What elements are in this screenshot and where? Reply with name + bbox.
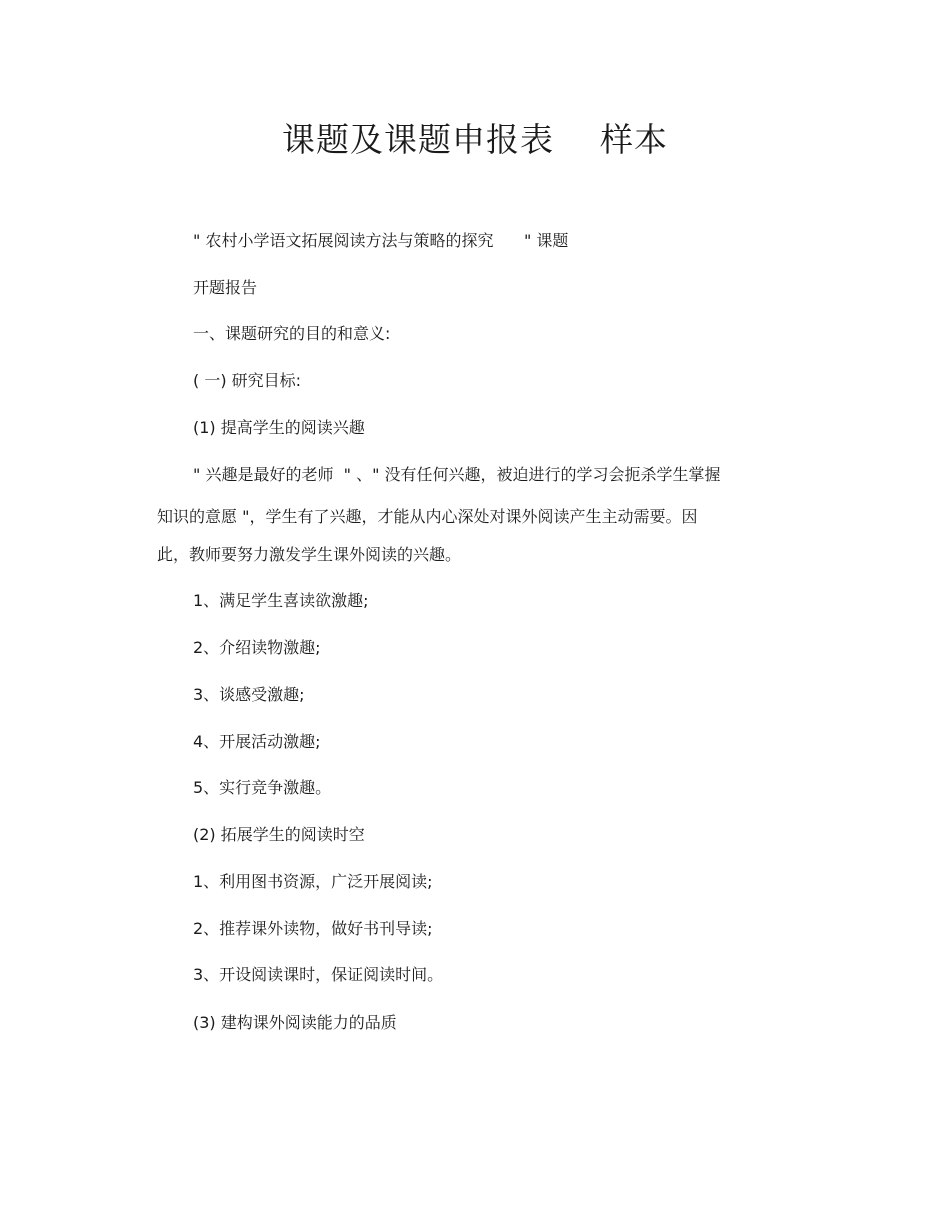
list-item: 1、利用图书资源，广泛开展阅读; (193, 872, 433, 891)
goal-heading-1: (1) 提高学生的阅读兴趣 (193, 418, 365, 437)
goal-heading-3: (3) 建构课外阅读能力的品质 (193, 1013, 397, 1032)
project-name-line: " 农村小学语文拓展阅读方法与策略的探究 " 课题 (193, 231, 569, 250)
list-item: 5、实行竞争激趣。 (193, 778, 332, 797)
document-title: 课题及课题申报表 样本 (282, 120, 668, 159)
section-heading-purpose: 一、课题研究的目的和意义: (193, 324, 391, 343)
paragraph-line: 知识的意愿 "，学生有了兴趣，才能从内心深处对课外阅读产生主动需要。因 (157, 507, 698, 526)
list-item: 3、开设阅读课时，保证阅读时间。 (193, 965, 444, 984)
goal-heading-2: (2) 拓展学生的阅读时空 (193, 825, 365, 844)
list-item: 1、满足学生喜读欲激趣; (193, 591, 369, 610)
list-item: 4、开展活动激趣; (193, 732, 321, 751)
subsection-heading-goals: ( 一) 研究目标: (193, 371, 302, 390)
list-item: 3、谈感受激趣; (193, 685, 305, 704)
list-item: 2、介绍读物激趣; (193, 638, 321, 657)
list-item: 2、推荐课外读物，做好书刊导读; (193, 919, 433, 938)
report-heading: 开题报告 (193, 278, 258, 297)
paragraph-line: 此，教师要努力激发学生课外阅读的兴趣。 (157, 545, 462, 564)
paragraph-line: " 兴趣是最好的老师 " 、" 没有任何兴趣，被迫进行的学习会扼杀学生掌握 (193, 465, 721, 484)
